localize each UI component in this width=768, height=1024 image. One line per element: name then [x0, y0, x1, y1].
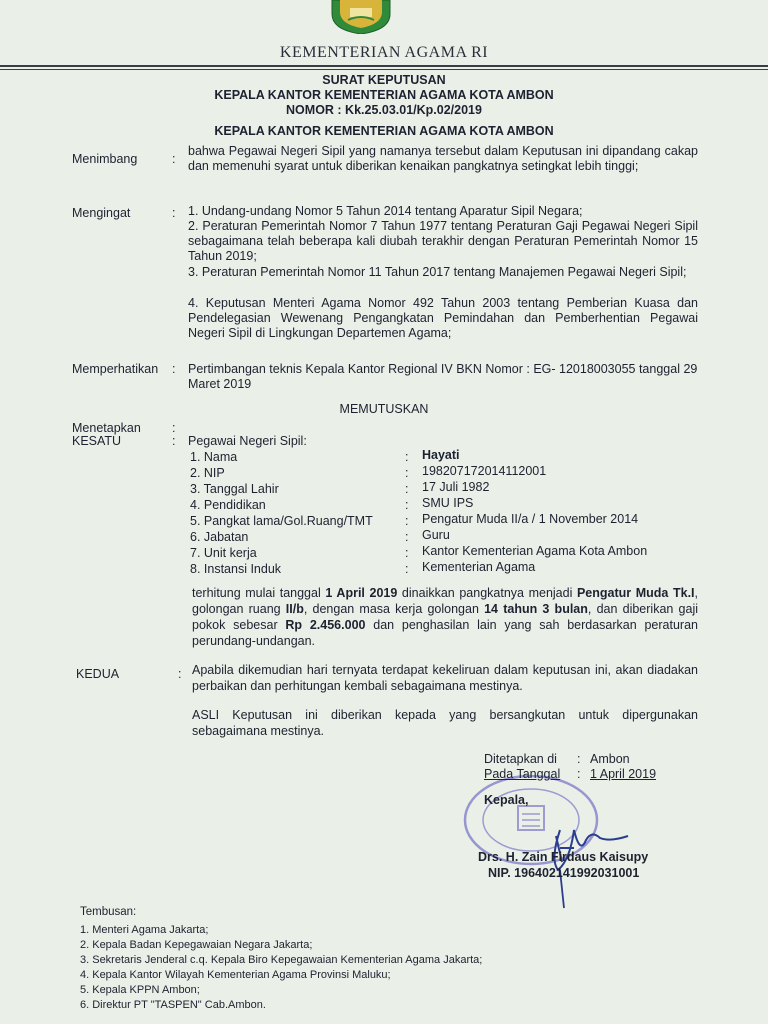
field-value-nama: Hayati	[422, 448, 460, 462]
mengingat-item-3: 3. Peraturan Pemerintah Nomor 11 Tahun 2017 tentang Manajemen Pegawai Negeri Sipil;	[188, 265, 687, 279]
ministry-title: KEMENTERIAN AGAMA RI	[279, 44, 489, 61]
field-value-pangkat: Pengatur Muda II/a / 1 November 2014	[422, 512, 639, 526]
kesatu-label: KESATU	[72, 434, 122, 448]
tembusan-label: Tembusan:	[80, 906, 137, 918]
tembusan-item: 1. Menteri Agama Jakarta;	[80, 924, 209, 936]
field-value-instansi: Kementerian Agama	[422, 560, 536, 574]
colon: :	[405, 466, 409, 480]
field-key: 1. Nama	[190, 450, 238, 464]
memperhatikan-text: Pertimbangan teknis Kepala Kantor Regional IV BKN Nomor : EG- 12018003055 tanggal 29 Maret 2019	[188, 362, 698, 391]
memperhatikan-label: Memperhatikan	[72, 362, 159, 376]
colon: :	[577, 767, 581, 781]
memutuskan-heading: MEMUTUSKAN	[339, 402, 429, 416]
colon: :	[405, 514, 409, 528]
tanggal-value: 1 April 2019	[590, 767, 657, 781]
doc-title-1: SURAT KEPUTUSAN	[322, 73, 446, 87]
ditetapkan-value: Ambon	[590, 752, 630, 766]
colon: :	[172, 152, 176, 166]
field-key: 7. Unit kerja	[190, 546, 257, 560]
ministry-emblem-icon	[328, 0, 394, 34]
colon: :	[405, 530, 409, 544]
colon: :	[172, 434, 176, 448]
field-value-unit-kerja: Kantor Kementerian Agama Kota Ambon	[422, 544, 648, 558]
colon: :	[405, 498, 409, 512]
colon: :	[172, 206, 176, 220]
header-rule-thin	[0, 69, 768, 70]
mengingat-item-1: 1. Undang-undang Nomor 5 Tahun 2014 tentang Aparatur Sipil Negara;	[188, 204, 583, 218]
kesatu-paragraph: terhitung mulai tanggal 1 April 2019 dinaikkan pangkatnya menjadi Pengatur Muda Tk.I, golongan ruang II/b, dengan masa kerja golongan 14 tahun 3 bulan, dan diberikan gaji pokok sebesar Rp 2.456.000 dan penghasilan lain yang sah berdasarkan peraturan perundang-undangan.	[192, 586, 699, 648]
doc-title-3: KEPALA KANTOR KEMENTERIAN AGAMA KOTA AMBON	[214, 124, 554, 138]
tembusan-item: 6. Direktur PT "TASPEN" Cab.Ambon.	[80, 999, 266, 1011]
tanggal-label: Pada Tanggal	[484, 767, 561, 781]
field-key: 2. NIP	[190, 466, 225, 480]
tembusan-item: 5. Kepala KPPN Ambon;	[80, 984, 200, 996]
colon: :	[178, 667, 182, 681]
field-key: 3. Tanggal Lahir	[190, 482, 279, 496]
tembusan-item: 4. Kepala Kantor Wilayah Kementerian Agama Provinsi Maluku;	[80, 969, 391, 981]
signer-nip: NIP. 196402141992031001	[488, 866, 640, 880]
signer-name: Drs. H. Zain Firdaus Kaisupy	[478, 850, 649, 864]
colon: :	[172, 362, 176, 376]
tembusan-item: 3. Sekretaris Jenderal c.q. Kepala Biro Kepegawaian Kementerian Agama Jakarta;	[80, 954, 483, 966]
field-value-tgl-lahir: 17 Juli 1982	[422, 480, 490, 494]
field-value-pendidikan: SMU IPS	[422, 496, 474, 510]
mengingat-item-4: 4. Keputusan Menteri Agama Nomor 492 Tahun 2003 tentang Pemberian Kuasa dan Pendelegasian Wewenang Pengangkatan Pemindahan dan Pemberhentian Pegawai Negeri Sipil di Lingkungan Departemen Agama;	[188, 296, 698, 340]
colon: :	[405, 482, 409, 496]
ditetapkan-label: Ditetapkan di	[484, 752, 557, 766]
field-key: 5. Pangkat lama/Gol.Ruang/TMT	[190, 514, 373, 528]
doc-number: NOMOR : Kk.25.03.01/Kp.02/2019	[286, 103, 482, 117]
header-rule	[0, 65, 768, 67]
colon: :	[405, 546, 409, 560]
colon: :	[405, 450, 409, 464]
field-value-jabatan: Guru	[422, 528, 450, 542]
mengingat-label: Mengingat	[72, 206, 131, 220]
field-key: 8. Instansi Induk	[190, 562, 282, 576]
field-key: 6. Jabatan	[190, 530, 249, 544]
colon: :	[577, 752, 581, 766]
mengingat-item-2: 2. Peraturan Pemerintah Nomor 7 Tahun 1977 tentang Peraturan Gaji Pegawai Negeri Sipil sebagaimana telah beberapa kali diubah terakhir dengan Peraturan Pemerintah Nomor 15 Tahun 2019;	[188, 219, 698, 263]
field-key: 4. Pendidikan	[190, 498, 266, 512]
menetapkan-label: Menetapkan	[72, 421, 141, 435]
colon: :	[405, 562, 409, 576]
kedua-text: Apabila dikemudian hari ternyata terdapat kekeliruan dalam keputusan ini, akan diadakan perbaikan dan perhitungan kembali sebagaimana mestinya.	[192, 663, 698, 693]
asli-text: ASLI Keputusan ini diberikan kepada yang bersangkutan untuk dipergunakan sebagaimana mestinya.	[192, 708, 698, 738]
tembusan-item: 2. Kepala Badan Kepegawaian Negara Jakarta;	[80, 939, 313, 951]
kesatu-intro: Pegawai Negeri Sipil:	[188, 434, 307, 448]
colon: :	[172, 421, 176, 435]
field-value-nip: 198207172014112001	[422, 464, 547, 478]
doc-title-2: KEPALA KANTOR KEMENTERIAN AGAMA KOTA AMBON	[214, 88, 554, 102]
menimbang-label: Menimbang	[72, 152, 138, 166]
menimbang-text: bahwa Pegawai Negeri Sipil yang namanya tersebut dalam Keputusan ini dipandang cakap dan memenuhi syarat untuk diberikan kenaikan pangkatnya setingkat lebih tinggi;	[188, 144, 698, 173]
jabatan-kepala: Kepala,	[484, 793, 529, 807]
kedua-label: KEDUA	[76, 667, 120, 681]
